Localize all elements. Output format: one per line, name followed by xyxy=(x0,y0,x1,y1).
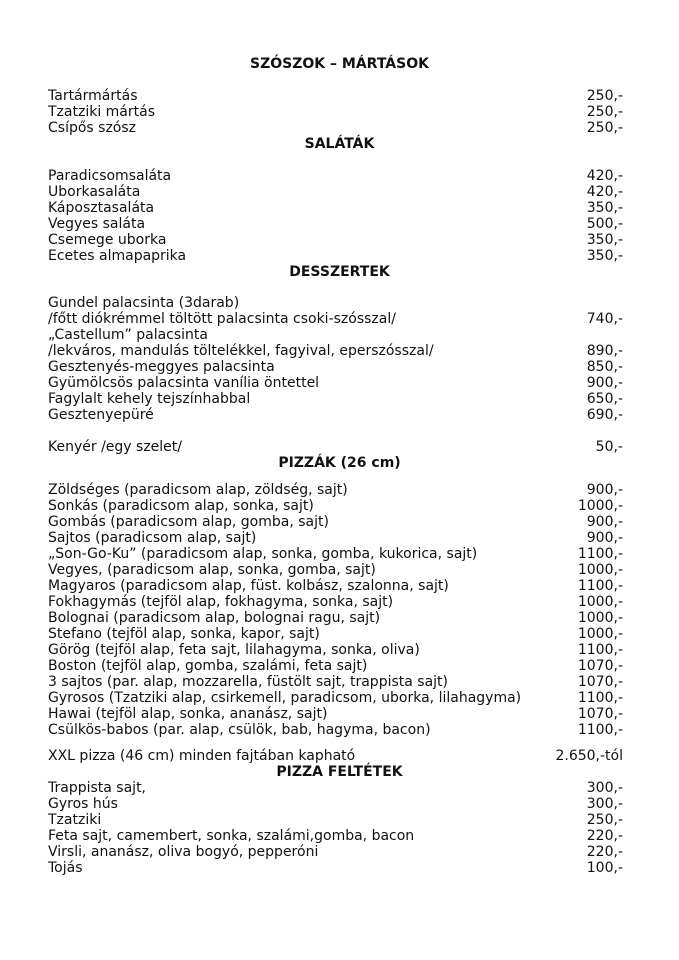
menu-item xyxy=(48,311,623,327)
item-price: 350,- xyxy=(586,200,623,216)
item-price: 50,- xyxy=(595,439,623,455)
item-name: Csemege uborka xyxy=(48,232,167,248)
item-name: Gombás (paradicsom alap, gomba, sajt) xyxy=(48,514,329,530)
item-name: /főtt diókrémmel töltött palacsinta csoki-szósszal/ xyxy=(48,311,396,327)
item-price: 890,- xyxy=(586,343,623,359)
item-name: Gundel palacsinta (3darab) xyxy=(48,295,240,311)
item-name: „Castellum” palacsinta xyxy=(48,327,208,343)
item-price: 1000,- xyxy=(577,562,623,578)
section-title-feltetek: PIZZA FELTÉTEK xyxy=(276,764,403,780)
menu-item xyxy=(48,658,623,674)
item-price: 1000,- xyxy=(577,594,623,610)
section-title-desszertek: DESSZERTEK xyxy=(289,264,390,280)
item-name: Fokhagymás (tejföl alap, fokhagyma, sonka, sajt) xyxy=(48,594,394,610)
item-price: 900,- xyxy=(586,530,623,546)
menu-item xyxy=(48,295,623,311)
menu-item xyxy=(48,104,623,120)
item-name: Sonkás (paradicsom alap, sonka, sajt) xyxy=(48,498,314,514)
item-name: Gesztenyés-meggyes palacsinta xyxy=(48,359,275,375)
item-name: Stefano (tejföl alap, sonka, kapor, sajt) xyxy=(48,626,320,642)
item-name: Ecetes almapaprika xyxy=(48,248,187,264)
menu-item xyxy=(48,610,623,626)
item-name: /lekváros, mandulás töltelékkel, fagyival, eperszósszal/ xyxy=(48,343,434,359)
item-name: XXL pizza (46 cm) minden fajtában kapható xyxy=(48,748,356,764)
menu-item xyxy=(48,626,623,642)
section-title-salatak: SALÁTÁK xyxy=(304,136,375,152)
item-price: 1070,- xyxy=(577,674,623,690)
item-name: Feta sajt, camembert, sonka, szalámi,gomba, bacon xyxy=(48,828,415,844)
menu-item xyxy=(48,812,623,828)
item-name: Sajtos (paradicsom alap, sajt) xyxy=(48,530,257,546)
item-name: Gyros hús xyxy=(48,796,118,812)
item-name: Zöldséges (paradicsom alap, zöldség, sajt) xyxy=(48,482,348,498)
item-price: 1100,- xyxy=(577,642,623,658)
menu-item xyxy=(48,88,623,104)
item-price: 420,- xyxy=(586,184,623,200)
item-price: 250,- xyxy=(586,812,623,828)
item-price: 740,- xyxy=(586,311,623,327)
item-price: 100,- xyxy=(586,860,623,876)
menu-item xyxy=(48,184,623,200)
menu-item xyxy=(48,391,623,407)
item-price: 1070,- xyxy=(577,658,623,674)
item-price: 900,- xyxy=(586,482,623,498)
menu-item xyxy=(48,860,623,876)
item-price: 220,- xyxy=(586,844,623,860)
item-name: Vegyes saláta xyxy=(48,216,146,232)
item-price: 420,- xyxy=(586,168,623,184)
menu-item xyxy=(48,844,623,860)
menu-item xyxy=(48,514,623,530)
menu-item xyxy=(48,216,623,232)
item-price: 250,- xyxy=(586,104,623,120)
menu-item xyxy=(48,642,623,658)
item-price: 690,- xyxy=(586,407,623,423)
item-name: Vegyes, (paradicsom alap, sonka, gomba, sajt) xyxy=(48,562,376,578)
menu-item xyxy=(48,120,623,136)
menu-item xyxy=(48,578,623,594)
item-name: Hawai (tejföl alap, sonka, ananász, sajt) xyxy=(48,706,328,722)
menu-item xyxy=(48,343,623,359)
item-price: 1000,- xyxy=(577,626,623,642)
item-price: 220,- xyxy=(586,828,623,844)
menu-item xyxy=(48,327,623,343)
item-name: Bolognai (paradicsom alap, bolognai ragu, sajt) xyxy=(48,610,381,626)
item-name: Uborkasaláta xyxy=(48,184,141,200)
item-name: Csípős szósz xyxy=(48,120,137,136)
menu-item xyxy=(48,722,623,738)
item-name: Virsli, ananász, oliva bogyó, pepperóni xyxy=(48,844,319,860)
section-title-szoszok: SZÓSZOK – MÁRTÁSOK xyxy=(250,56,429,72)
menu-item xyxy=(48,706,623,722)
item-name: Tzatziki mártás xyxy=(48,104,155,120)
menu-item xyxy=(48,594,623,610)
item-price: 1100,- xyxy=(577,578,623,594)
item-name: Kenyér /egy szelet/ xyxy=(48,439,182,455)
item-name: Gyümölcsös palacsinta vanília öntettel xyxy=(48,375,320,391)
menu-item xyxy=(48,359,623,375)
menu-item-kenyer xyxy=(48,439,623,455)
item-name: Boston (tejföl alap, gomba, szalámi, feta sajt) xyxy=(48,658,368,674)
item-name: „Son-Go-Ku” (paradicsom alap, sonka, gomba, kukorica, sajt) xyxy=(48,546,478,562)
menu-item xyxy=(48,828,623,844)
item-price: 850,- xyxy=(586,359,623,375)
item-name: Paradicsomsaláta xyxy=(48,168,172,184)
menu-item xyxy=(48,200,623,216)
item-price: 300,- xyxy=(586,796,623,812)
menu-item xyxy=(48,780,623,796)
item-price: 2.650,-tól xyxy=(555,748,623,764)
section-title-pizzak: PIZZÁK (26 cm) xyxy=(278,455,401,471)
menu-item-xxl xyxy=(48,748,623,764)
item-name: Gyrosos (Tzatziki alap, csirkemell, paradicsom, uborka, lilahagyma) xyxy=(48,690,522,706)
item-price: 900,- xyxy=(586,514,623,530)
item-name: Magyaros (paradicsom alap, füst. kolbász, szalonna, sajt) xyxy=(48,578,449,594)
item-name: 3 sajtos (par. alap, mozzarella, füstölt sajt, trappista sajt) xyxy=(48,674,448,690)
item-price: 900,- xyxy=(586,375,623,391)
item-price: 1100,- xyxy=(577,546,623,562)
item-price: 250,- xyxy=(586,88,623,104)
menu-item xyxy=(48,546,623,562)
item-price: 1000,- xyxy=(577,610,623,626)
item-price: 1000,- xyxy=(577,498,623,514)
item-name: Tojás xyxy=(48,860,83,876)
item-name: Fagylalt kehely tejszínhabbal xyxy=(48,391,251,407)
menu-item xyxy=(48,407,623,423)
item-name: Káposztasaláta xyxy=(48,200,155,216)
menu-item xyxy=(48,482,623,498)
item-price: 650,- xyxy=(586,391,623,407)
item-price: 500,- xyxy=(586,216,623,232)
item-price: 1070,- xyxy=(577,706,623,722)
item-price: 1100,- xyxy=(577,690,623,706)
menu-item xyxy=(48,498,623,514)
item-name: Tzatziki xyxy=(48,812,102,828)
menu-item xyxy=(48,168,623,184)
menu-item xyxy=(48,530,623,546)
item-price: 250,- xyxy=(586,120,623,136)
item-price: 350,- xyxy=(586,232,623,248)
item-price: 350,- xyxy=(586,248,623,264)
item-name: Gesztenyepüré xyxy=(48,407,154,423)
item-price: 1100,- xyxy=(577,722,623,738)
menu-item xyxy=(48,375,623,391)
menu-item xyxy=(48,796,623,812)
item-name: Tartármártás xyxy=(48,88,138,104)
menu-item xyxy=(48,674,623,690)
item-name: Csülkös-babos (par. alap, csülök, bab, hagyma, bacon) xyxy=(48,722,431,738)
item-price: 300,- xyxy=(586,780,623,796)
menu-item xyxy=(48,562,623,578)
item-name: Görög (tejföl alap, feta sajt, lilahagyma, sonka, oliva) xyxy=(48,642,420,658)
menu-item xyxy=(48,232,623,248)
menu-item xyxy=(48,690,623,706)
menu-item xyxy=(48,248,623,264)
item-name: Trappista sajt, xyxy=(48,780,147,796)
